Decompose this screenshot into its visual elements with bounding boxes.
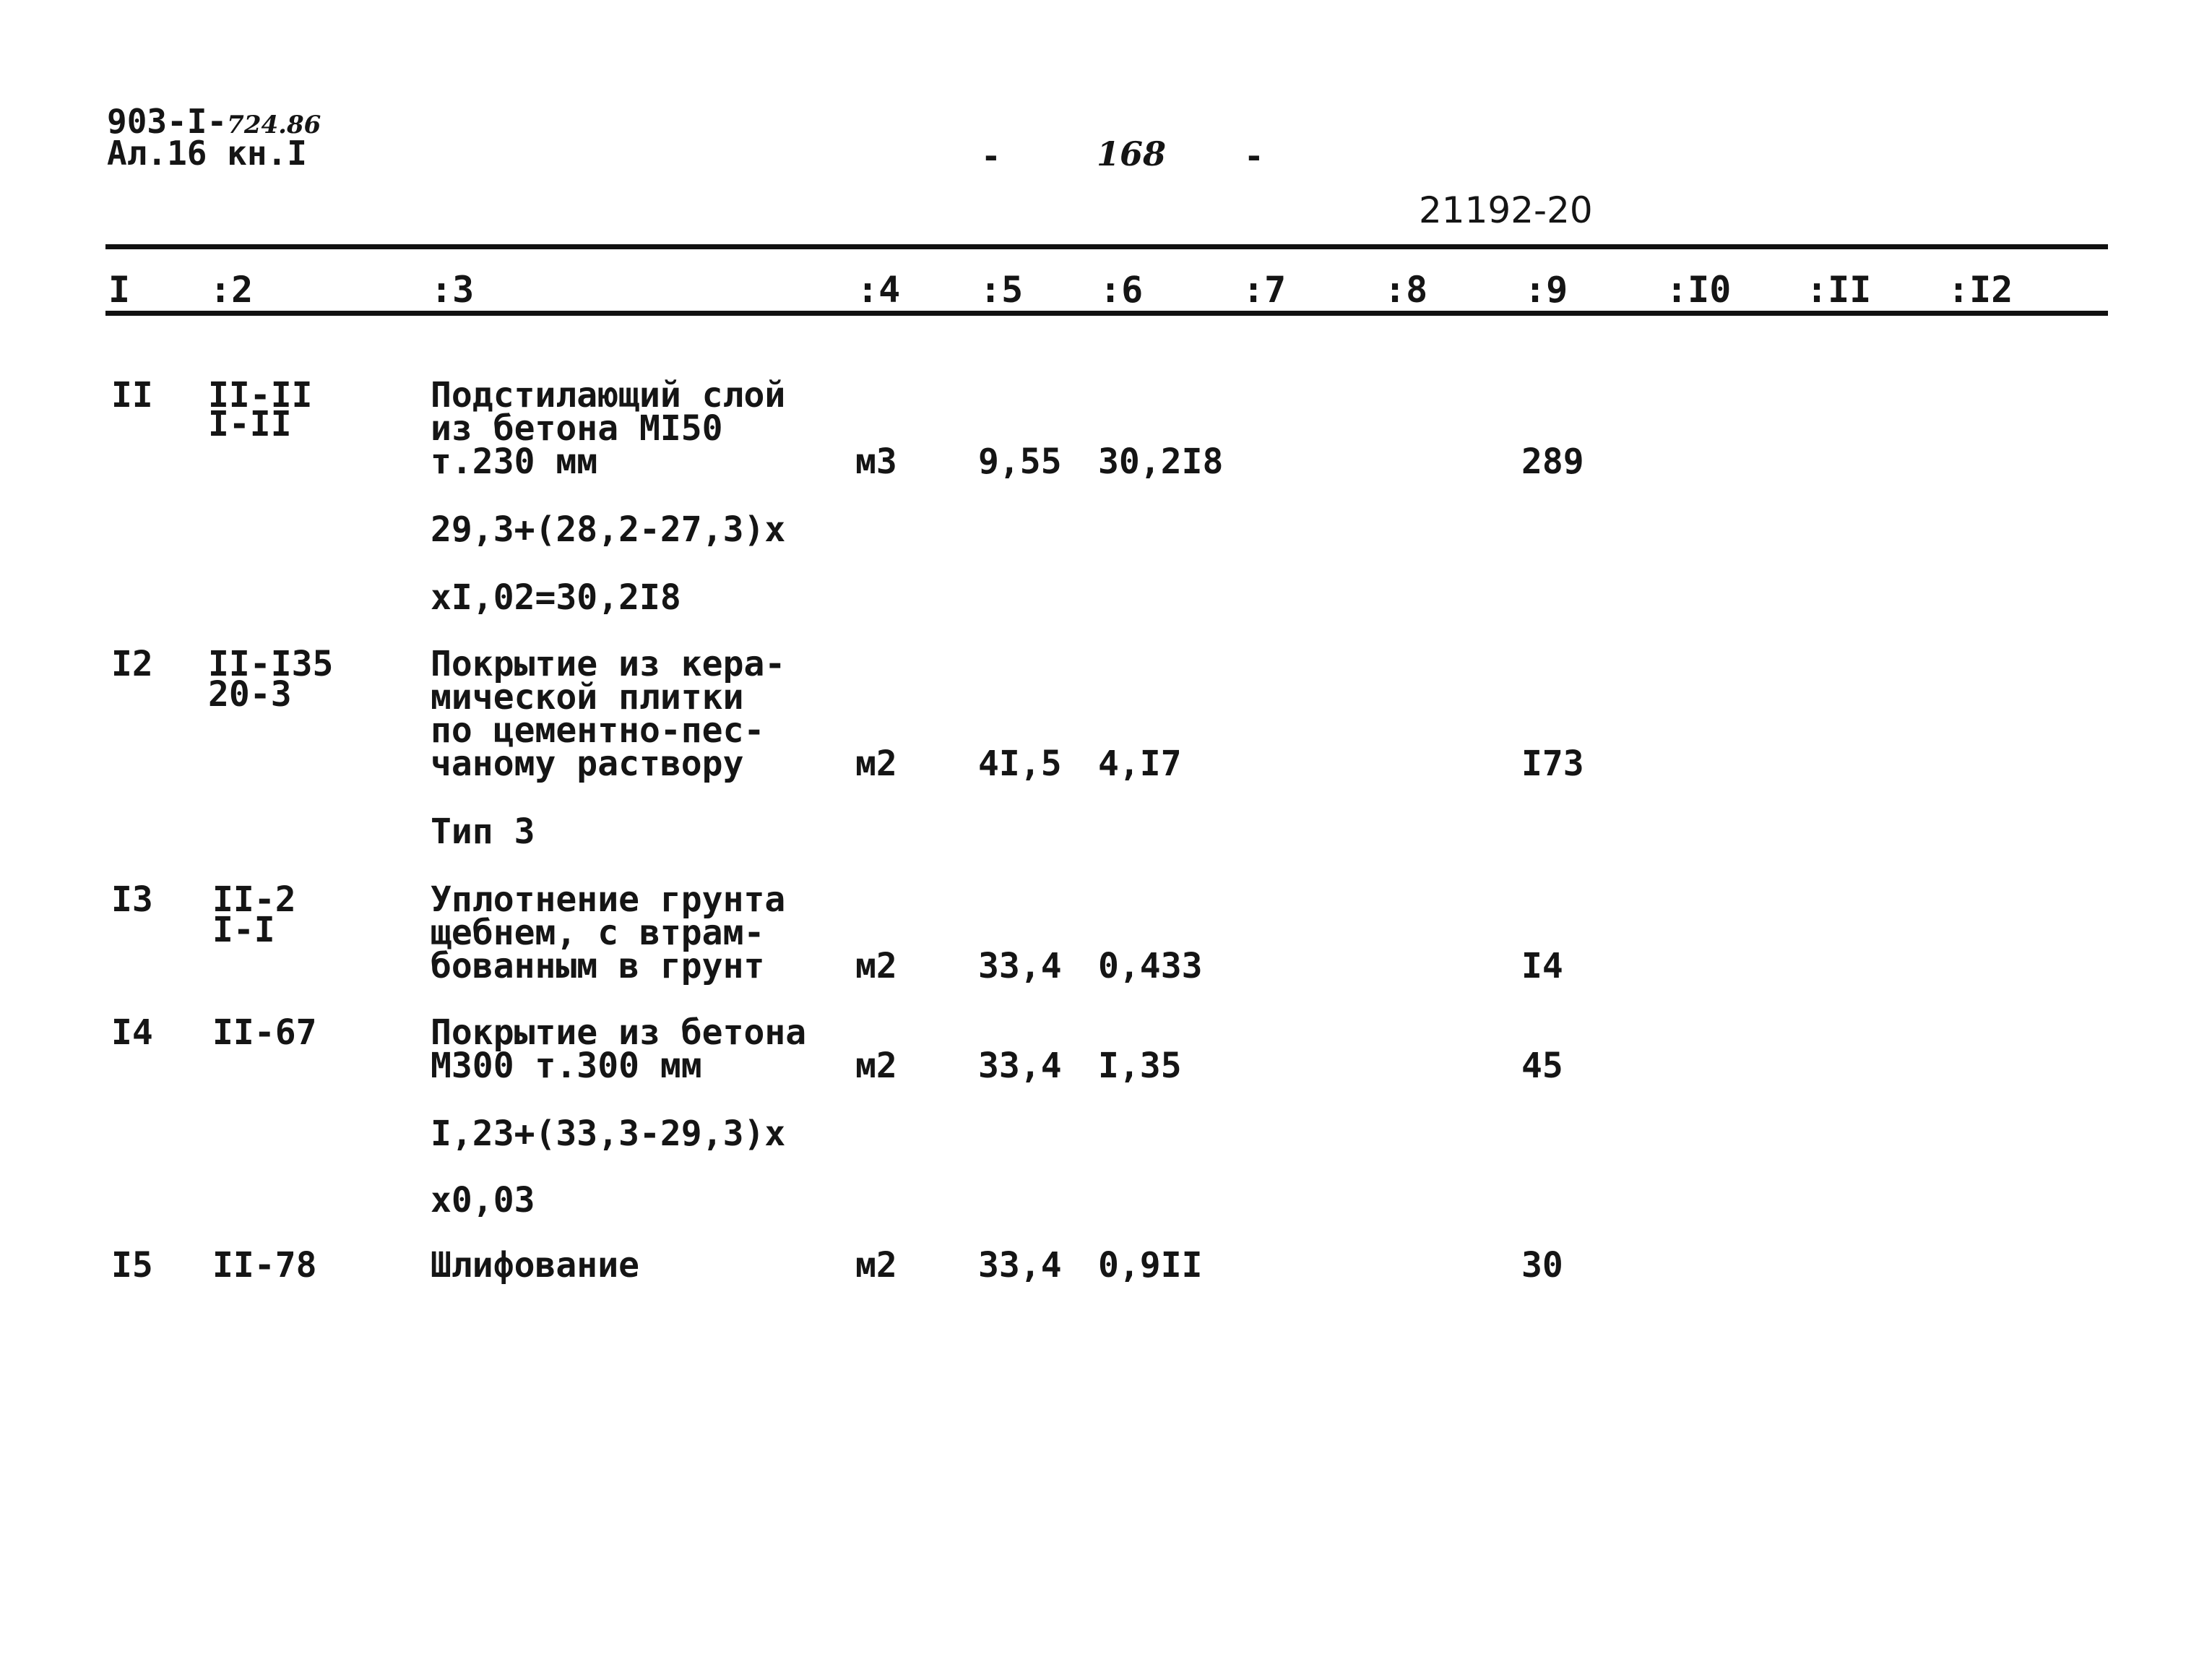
work-description-line: Покрытие из кера- — [431, 644, 786, 684]
row-number: I2 — [111, 644, 153, 684]
calculation-line: хI,02=30,2I8 — [431, 577, 681, 618]
row-number: II — [111, 375, 153, 415]
norm-code-line: II-II — [208, 375, 313, 415]
work-description-line: Подстилающий слой — [431, 375, 786, 415]
norm-code-line: II-78 — [212, 1245, 317, 1286]
calculation-line: I,23+(33,3-29,3)х — [431, 1114, 786, 1154]
norm-code-line: II-I35 — [208, 644, 334, 684]
norm-code-line: II-2 — [212, 879, 296, 920]
total-cost: 45 — [1521, 1046, 1563, 1086]
norm-code-line: I-II — [208, 404, 292, 444]
quantity: 33,4 — [978, 1046, 1062, 1086]
album-book-label: Ал.16 кн.I — [107, 134, 307, 173]
work-description-line: чаному раствору — [431, 744, 744, 784]
unit-of-measure: м2 — [855, 744, 897, 784]
column-header-9: :9 — [1524, 269, 1568, 311]
column-header-3: :3 — [431, 269, 475, 311]
row-number: I3 — [111, 879, 153, 920]
work-description-line: т.230 мм — [431, 442, 598, 482]
work-description-line: щебнем, с втрам- — [431, 913, 765, 953]
page-number: 168 — [1097, 134, 1167, 173]
unit-of-measure: м2 — [855, 1245, 897, 1286]
column-header-7: :7 — [1243, 269, 1287, 311]
work-description-line: Шлифование — [431, 1245, 639, 1286]
calculation-line: х0,03 — [431, 1180, 535, 1220]
unit-price: 4,I7 — [1098, 744, 1182, 784]
total-cost: 30 — [1521, 1245, 1563, 1286]
work-description-line: мической плитки — [431, 677, 744, 718]
work-description-line: бованным в грунт — [431, 946, 765, 986]
unit-price: 0,9II — [1098, 1245, 1203, 1286]
work-description-line: по цементно-пес- — [431, 710, 765, 751]
unit-of-measure: м2 — [855, 946, 897, 986]
column-header-5: :5 — [980, 269, 1024, 311]
quantity: 33,4 — [978, 946, 1062, 986]
document-number: 21192-20 — [1419, 189, 1593, 231]
work-description-line: Уплотнение грунта — [431, 879, 786, 920]
document-code-prefix: 903-I- — [107, 102, 228, 141]
calculation-line: 29,3+(28,2-27,3)х — [431, 509, 786, 550]
column-header-12: :I2 — [1948, 269, 2013, 311]
column-header-10: :I0 — [1666, 269, 1732, 311]
page-dash-right: - — [1244, 137, 1264, 176]
norm-code-line: II-67 — [212, 1012, 317, 1053]
total-cost: I4 — [1521, 946, 1563, 986]
header-bottom-rule — [105, 311, 2108, 316]
work-description-line: М300 т.300 мм — [431, 1046, 702, 1086]
unit-of-measure: м3 — [855, 442, 897, 482]
header-top-rule — [105, 244, 2108, 249]
quantity: 4I,5 — [978, 744, 1062, 784]
column-header-4: :4 — [857, 269, 901, 311]
unit-of-measure: м2 — [855, 1046, 897, 1086]
column-header-1: I — [108, 269, 131, 311]
column-header-11: :II — [1806, 269, 1872, 311]
row-number: I4 — [111, 1012, 153, 1053]
column-header-8: :8 — [1384, 269, 1428, 311]
column-header-2: :2 — [209, 269, 254, 311]
total-cost: 289 — [1521, 442, 1584, 482]
unit-price: 0,433 — [1098, 946, 1203, 986]
norm-code-line: 20-3 — [208, 674, 292, 715]
norm-code-line: I-I — [212, 910, 275, 950]
total-cost: I73 — [1521, 744, 1584, 784]
page-dash-left: - — [981, 137, 1001, 176]
unit-price: 30,2I8 — [1098, 442, 1224, 482]
quantity: 9,55 — [978, 442, 1062, 482]
unit-price: I,35 — [1098, 1046, 1182, 1086]
row-number: I5 — [111, 1245, 153, 1286]
quantity: 33,4 — [978, 1245, 1062, 1286]
calculation-line: Тип 3 — [431, 811, 535, 852]
column-header-6: :6 — [1099, 269, 1144, 311]
work-description-line: Покрытие из бетона — [431, 1012, 807, 1053]
work-description-line: из бетона МI50 — [431, 408, 723, 449]
document-code-handwritten: 724.86 — [227, 111, 321, 139]
